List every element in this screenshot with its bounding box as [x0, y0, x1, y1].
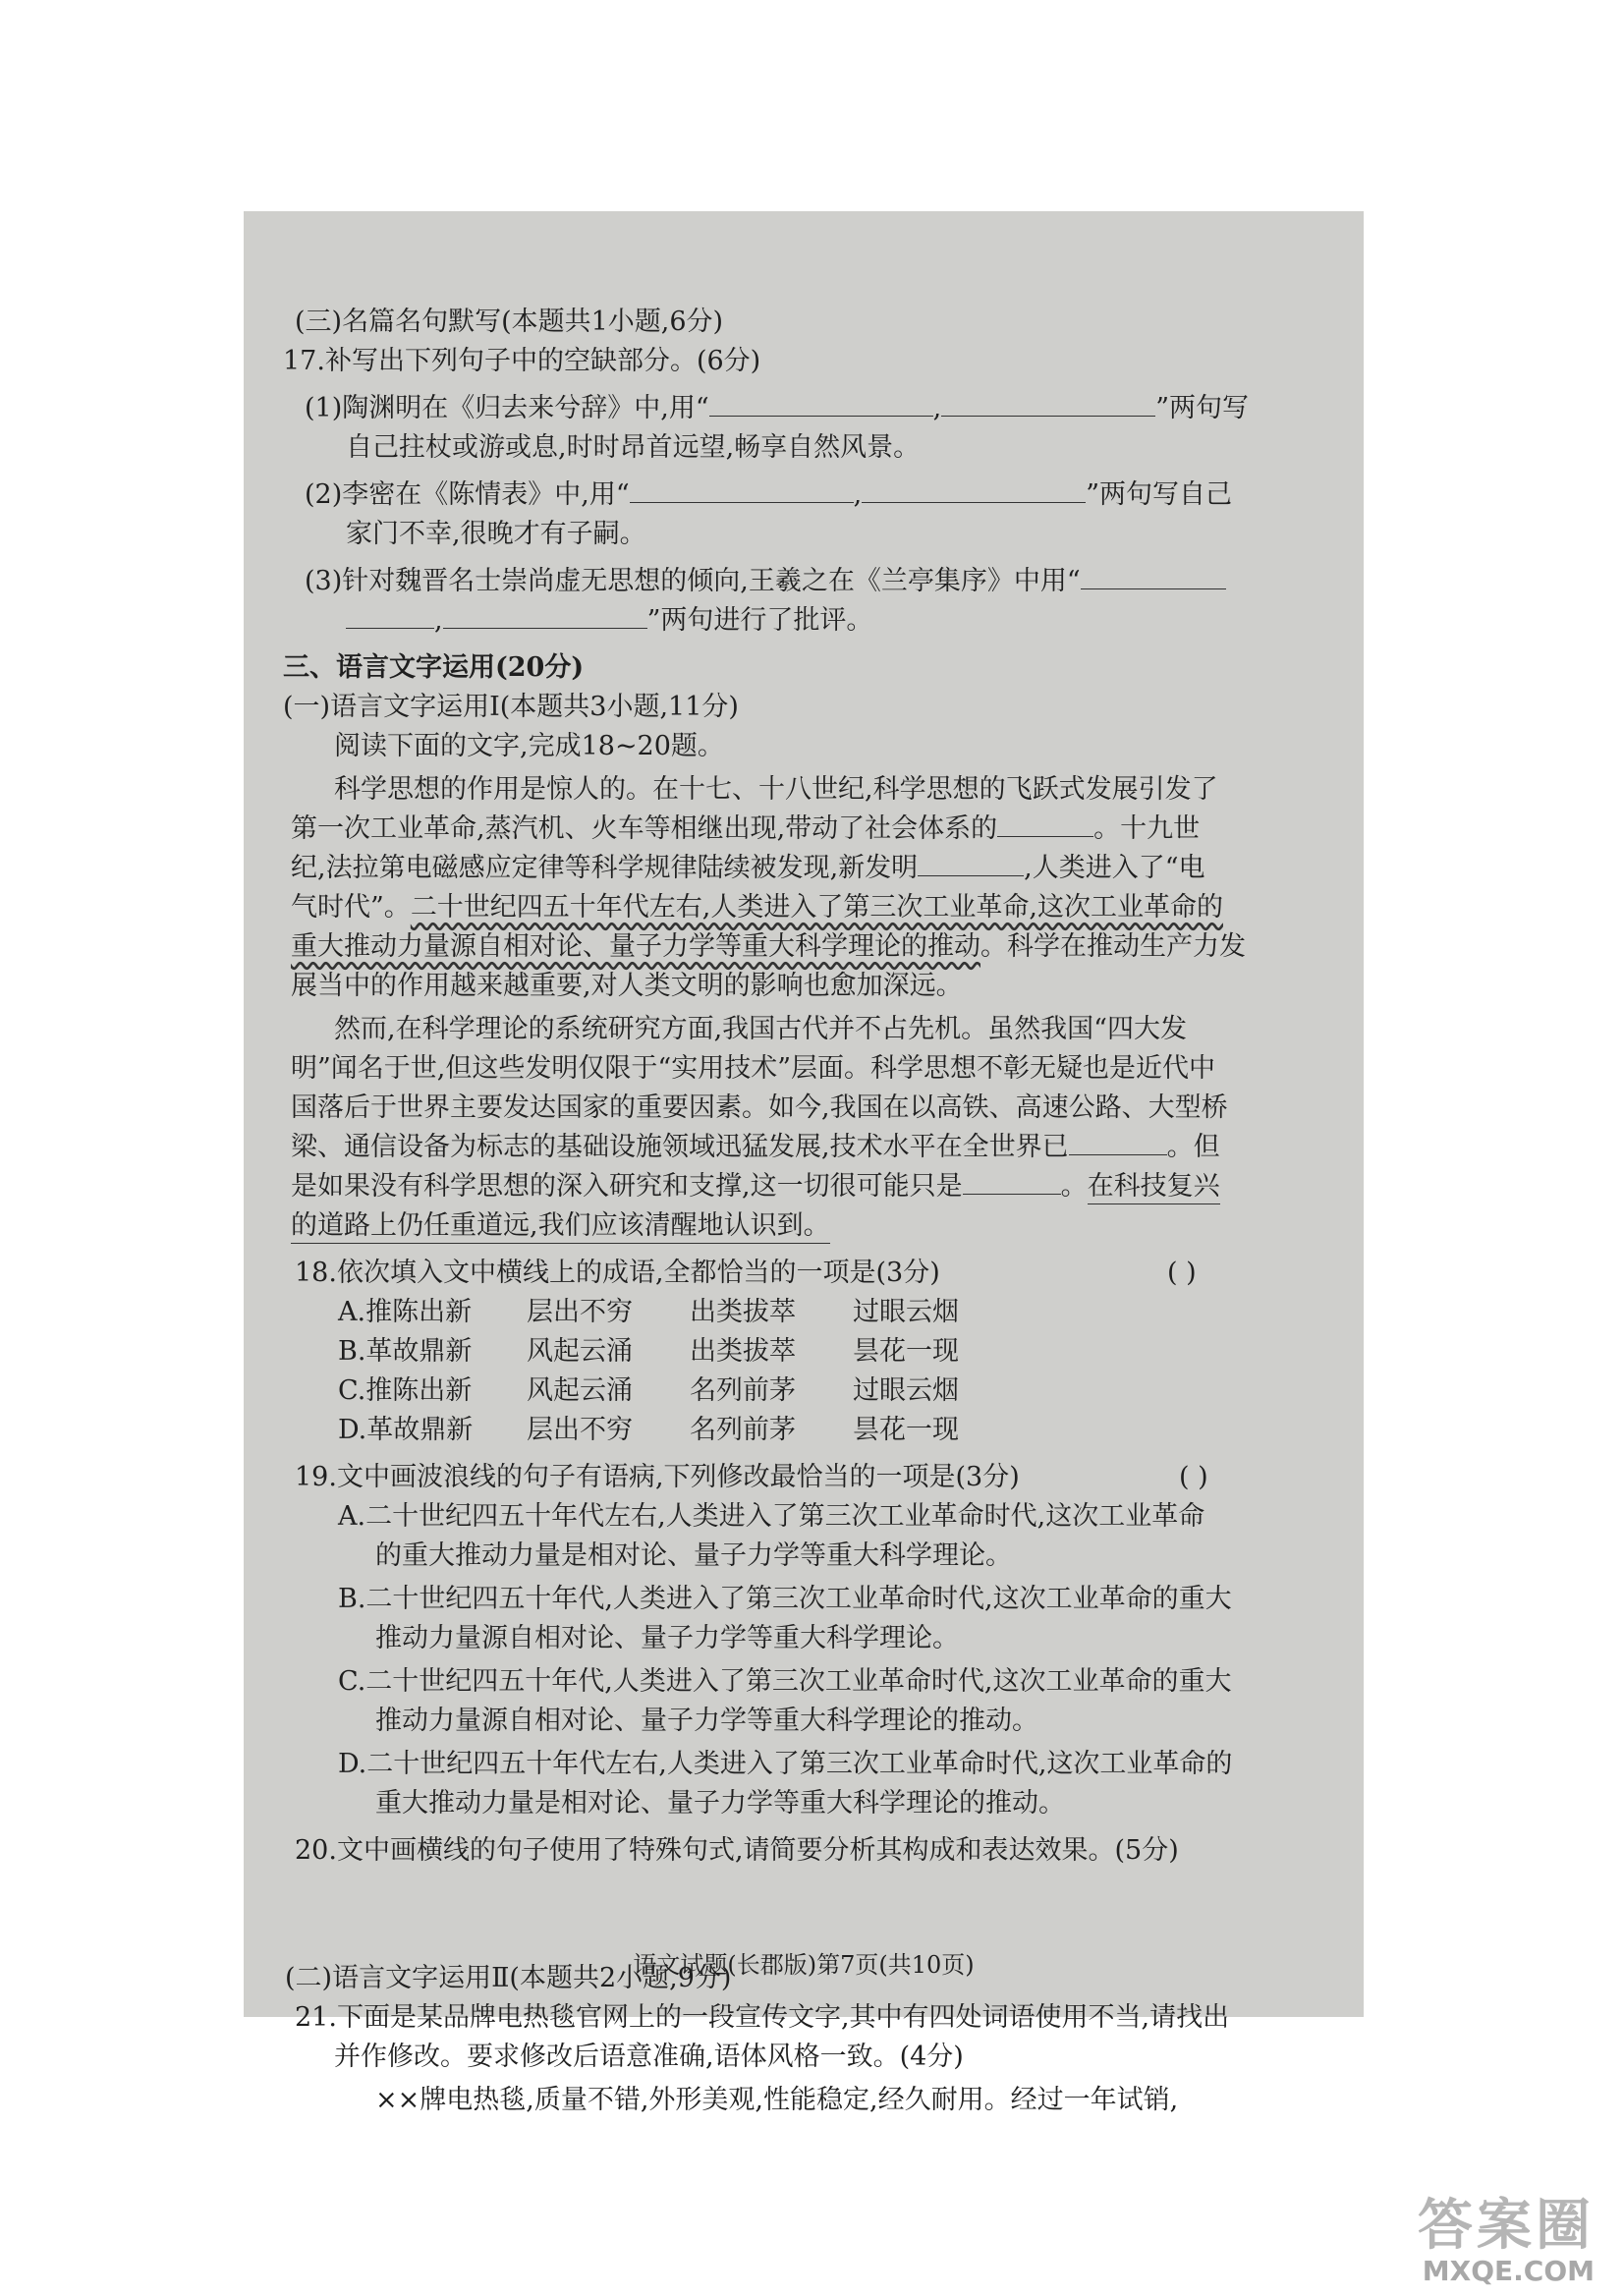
watermark-logo-text: 答案圈	[1418, 2194, 1595, 2258]
answer-parenthesis[interactable]: ( )	[1167, 1258, 1197, 1288]
question-20: 20.文中画横线的句子使用了特殊句式,请简要分析其构成和表达效果。(5分)	[295, 1835, 1179, 1866]
question-17-stem: 17.补写出下列句子中的空缺部分。(6分)	[283, 346, 761, 376]
watermark-url: MXQE.COM	[1422, 2255, 1595, 2287]
answer-blank[interactable]	[1081, 565, 1226, 589]
question-19-option-b[interactable]: B.二十世纪四五十年代,人类进入了第三次工业革命时代,这次工业革命的重大	[338, 1584, 1232, 1614]
watermark-logo	[1418, 2182, 1595, 2287]
answer-blank[interactable]	[918, 852, 1024, 876]
question-19-option-a[interactable]: A.二十世纪四五十年代左右,人类进入了第三次工业革命时代,这次工业革命	[338, 1501, 1205, 1532]
answer-blank[interactable]	[941, 392, 1155, 417]
passage-line: 展当中的作用越来越重要,对人类文明的影响也愈加深远。	[291, 971, 963, 1001]
question-18-stem: 18.依次填入文中横线上的成语,全都恰当的一项是(3分)	[295, 1258, 940, 1288]
question-19-option-d[interactable]: D.二十世纪四五十年代左右,人类进入了第三次工业革命时代,这次工业革命的	[338, 1749, 1233, 1779]
subsection-1-title: (一)语言文字运用Ⅰ(本题共3小题,11分)	[283, 692, 739, 722]
passage-line: 第一次工业革命,蒸汽机、火车等相继出现,带动了社会体系的 。十九世	[291, 813, 1201, 844]
passage-line	[291, 1208, 830, 1244]
exam-page	[244, 211, 1364, 2115]
question-18-option[interactable]: A.推陈出新 层出不穷 出类拔萃 过眼云烟	[338, 1297, 959, 1327]
wavy-underlined-sentence: 二十世纪四五十年代左右,人类进入了第三次工业革命,这次工业革命的	[410, 892, 1223, 923]
question-17-item-3-cont: , ”两句进行了批评。	[346, 603, 872, 639]
part-3-title: 三、语言文字运用(20分)	[283, 652, 585, 683]
question-18-option[interactable]: D.革故鼎新 层出不穷 名列前茅 昙花一现	[338, 1415, 959, 1445]
section-title-3: (三)名篇名句默写(本题共1小题,6分)	[295, 307, 724, 337]
question-17-item-1-desc: 自己拄杖或游或息,时时昂首远望,畅享自然风景。	[346, 432, 921, 463]
passage-line: 重大推动力量源自相对论、量子力学等重大科学理论的推动。科学在推动生产力发	[291, 931, 1246, 962]
passage-line: 明”闻名于世,但这些发明仅限于“实用技术”层面。科学思想不彰无疑也是近代中	[291, 1053, 1215, 1084]
question-18-option[interactable]: C.推陈出新 风起云涌 名列前茅 过眼云烟	[338, 1375, 959, 1406]
question-17-item-1: (1)陶渊明在《归去来兮辞》中,用“ , ”两句写	[305, 393, 1250, 423]
answer-blank[interactable]	[709, 392, 933, 417]
answer-blank[interactable]	[443, 604, 647, 629]
question-19-option-b-cont: 推动力量源自相对论、量子力学等重大科学理论。	[375, 1623, 959, 1653]
question-19-option-c-cont: 推动力量源自相对论、量子力学等重大科学理论的推动。	[375, 1706, 1038, 1736]
passage-line: 是如果没有科学思想的深入研究和支撑,这一切很可能只是 。在科技复兴	[291, 1169, 1220, 1204]
answer-blank[interactable]	[862, 478, 1086, 503]
answer-parenthesis[interactable]: ( )	[1179, 1462, 1208, 1492]
question-19-option-a-cont: 的重大推动力量是相对论、量子力学等重大科学理论。	[375, 1540, 1012, 1571]
question-17-item-2: (2)李密在《陈情表》中,用“ , ”两句写自己	[305, 479, 1233, 510]
answer-blank[interactable]	[346, 604, 434, 629]
question-21-text: ××牌电热毯,质量不错,外形美观,性能稳定,经久耐用。经过一年试销,	[375, 2085, 1179, 2115]
passage-line: 然而,在科学理论的系统研究方面,我国古代并不占先机。虽然我国“四大发	[334, 1014, 1187, 1044]
reading-instruction: 阅读下面的文字,完成18~20题。	[334, 731, 724, 761]
page-footer: 语文试题(长郡版)第7页(共10页)	[633, 1951, 975, 1979]
passage-line: 科学思想的作用是惊人的。在十七、十八世纪,科学思想的飞跃式发展引发了	[334, 774, 1218, 805]
question-21-stem-cont: 并作修改。要求修改后语意准确,语体风格一致。(4分)	[334, 2042, 964, 2072]
passage-line: 国落后于世界主要发达国家的重要因素。如今,我国在以高铁、高速公路、大型桥	[291, 1092, 1228, 1123]
underlined-sentence: 的道路上仍任重道远,我们应该清醒地认识到。	[291, 1210, 830, 1244]
question-17-item-2-desc: 家门不幸,很晚才有子嗣。	[346, 519, 646, 549]
subsection-2-title: (二)语言文字运用Ⅱ(本题共2小题,9分)	[285, 1963, 732, 1993]
passage-line: 气时代”。二十世纪四五十年代左右,人类进入了第三次工业革命,这次工业革命的	[291, 892, 1223, 923]
underlined-sentence: 在科技复兴	[1088, 1171, 1220, 1204]
question-18-option[interactable]: B.革故鼎新 风起云涌 出类拔萃 昙花一现	[338, 1336, 959, 1367]
answer-blank[interactable]	[963, 1170, 1061, 1195]
question-19-option-d-cont: 重大推动力量是相对论、量子力学等重大科学理论的推动。	[375, 1788, 1065, 1819]
answer-blank[interactable]	[997, 812, 1093, 837]
passage-line: 梁、通信设备为标志的基础设施领域迅猛发展,技术水平在全世界已 。但	[291, 1132, 1220, 1162]
passage-line: 纪,法拉第电磁感应定律等科学规律陆续被发现,新发明 ,人类进入了“电	[291, 853, 1205, 883]
wavy-underlined-sentence: 重大推动力量源自相对论、量子力学等重大科学理论的推动	[291, 931, 980, 962]
question-19-option-c[interactable]: C.二十世纪四五十年代,人类进入了第三次工业革命时代,这次工业革命的重大	[338, 1666, 1232, 1697]
question-19-stem: 19.文中画波浪线的句子有语病,下列修改最恰当的一项是(3分)	[295, 1462, 1020, 1492]
answer-blank[interactable]	[630, 478, 854, 503]
answer-blank[interactable]	[1069, 1131, 1167, 1155]
question-17-item-3: (3)针对魏晋名士崇尚虚无思想的倾向,王羲之在《兰亭集序》中用“	[305, 564, 1226, 599]
question-21-stem: 21.下面是某品牌电热毯官网上的一段宣传文字,其中有四处词语使用不当,请找出	[295, 2002, 1230, 2033]
